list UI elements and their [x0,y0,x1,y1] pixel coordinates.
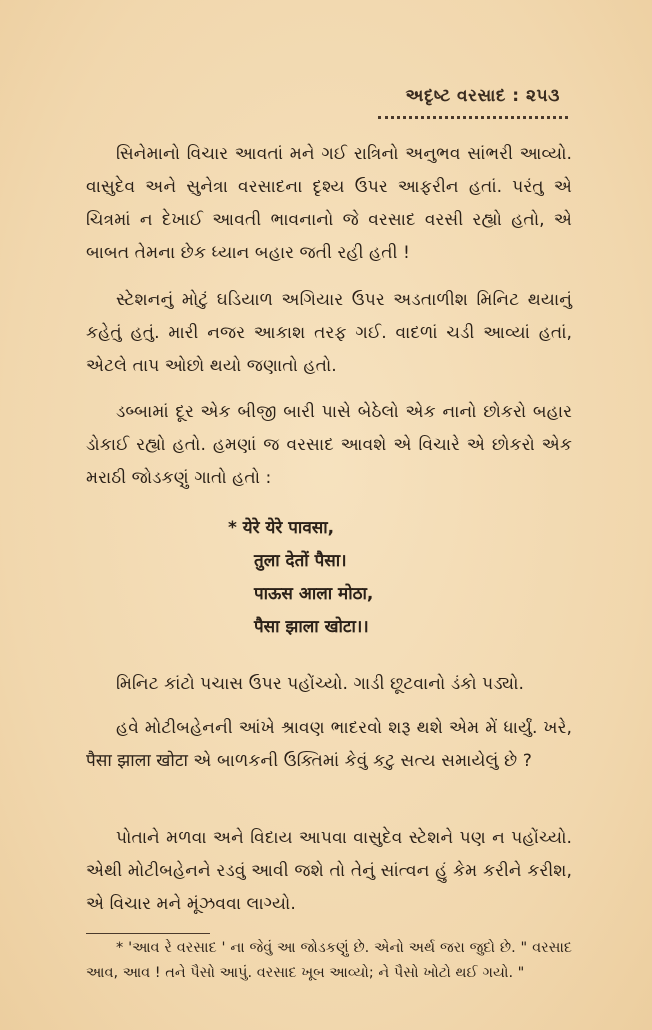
paragraph-5: હવે મોટીબહેનની આંખે શ્રાવણ ભાદરવો શરૂ થશે એમ મેં ધાર્યું. ખરે, पैसा झाला खोटा એ બાળકની ઉક્તિમાં કેવું કટુ સત્ય સમાયેલું છે ? [86,718,572,771]
running-head-dotted-rule [378,116,568,119]
poem-line-3: पाऊस आला मोठा, [254,584,374,604]
marathi-poem [228,512,373,644]
paragraph-6: પોતાને મળવા અને વિદાય આપવા વાસુદેવ સ્ટેશને પણ ન પહોંચ્યો. એથી મોટીબહેનને રડવું આવી જશે તો તેનું સાંત્વન હું કેમ કરીને કરીશ, એ વિચાર મને મૂંઝવવા લાગ્યો. [86,828,572,914]
paragraph-3: ડબ્બામાં દૂર એક બીજી બારી પાસે બેઠેલો એક નાનો છોકરો બહાર ડોકાઈ રહ્યો હતો. હમણાં જ વરસાદ આવશે એ વિચારે એ છોકરો એક મરાઠી જોડકણું ગાતો હતો : [86,402,572,488]
poem-line-2: तुला देतों पैसा। [254,551,347,571]
paragraph-2: સ્ટેશનનું મોટું ઘડિયાળ અગિયાર ઉપર અડતાળીશ મિનિટ થયાનું કહેતું હતું. મારી નજર આકાશ તરફ ગઈ. વાદળાં ચડી આવ્યાં હતાં, એટલે તાપ ઓછો થયો જણાતો હતો. [86,290,572,376]
poem-line-4: पैसा झाला खोटा।। [254,617,369,637]
running-head: અદૃષ્ટ વરસાદ : ૨૫૩ [405,86,560,106]
footnote-rule [86,933,210,934]
poem-line-1: * येरे येरे पावसा, [228,518,335,538]
paragraph-4: મિનિટ કાંટો પચાસ ઉપર પહોંચ્યો. ગાડી છૂટવાનો ડંકો પડ્યો. [116,674,525,694]
paragraph-1: સિનેમાનો વિચાર આવતાં મને ગઈ રાત્રિનો અનુભવ સાંભરી આવ્યો. વાસુદેવ અને સુનેત્રા વરસાદના દૃશ્ય ઉપર આફરીન હતાં. પરંતુ એ ચિત્રમાં ન દેખાઈ આવતી ભાવનાનો જે વરસાદ વરસી રહ્યો હતો, એ બાબત તેમના છેક ધ્યાન બહાર જતી રહી હતી ! [86,144,572,263]
footnote: * 'આવ રે વરસાદ ' ના જેવું આ જોડકણું છે. એનો અર્થ જરા જુદો છે. " વરસાદ આવ, આવ ! તને પૈસો આપું. વરસાદ ખૂબ આવ્યો; ને પૈસો ખોટો થઈ ગયો. " [86,940,572,981]
